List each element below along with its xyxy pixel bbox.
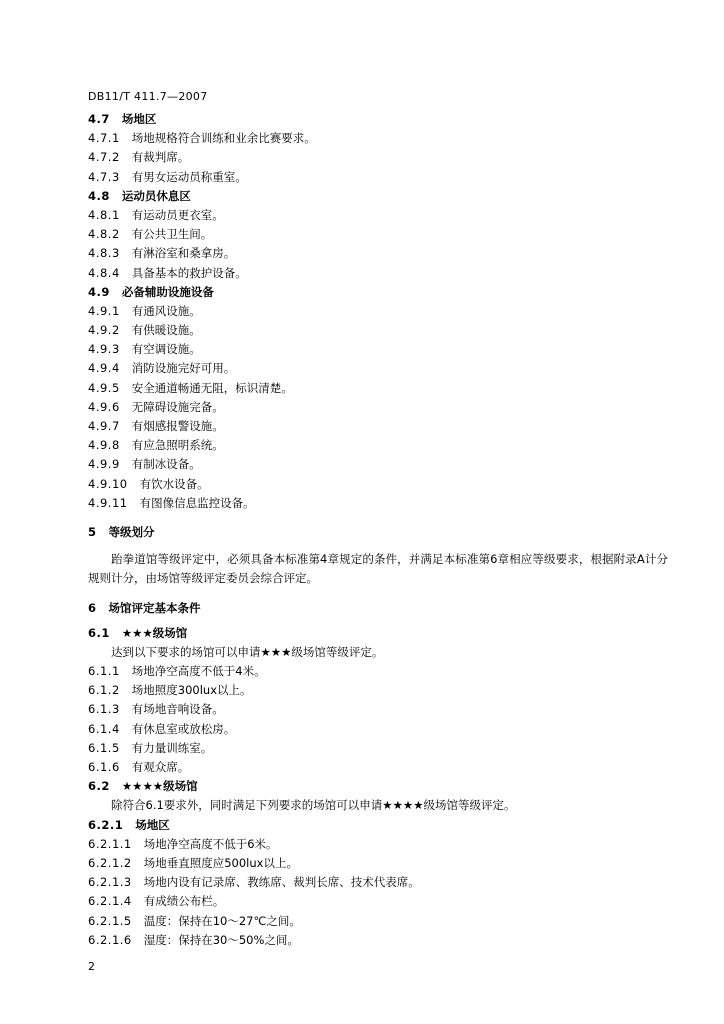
clause-text: 有公共卫生间。: [131, 227, 213, 242]
clause-text: 有运动员更衣室。: [131, 207, 224, 222]
clause-line: [88, 796, 668, 815]
clause-text: 安全通道畅通无阻，标识清楚。: [131, 380, 293, 395]
clause-line: [88, 816, 668, 835]
clause-text: 消防设施完好可用。: [131, 361, 236, 376]
clause-line: [88, 643, 668, 662]
document-body: [88, 110, 668, 950]
clause-number: 4.9.2: [88, 323, 120, 338]
section-5-heading: 5 等级划分: [88, 524, 155, 539]
clause-number: 4.9: [88, 284, 110, 299]
clause-text: 运动员休息区: [121, 188, 191, 203]
clause-number: 4.9.4: [88, 361, 120, 376]
clause-text: 湿度：保持在30～50%之间。: [143, 932, 299, 947]
clause-text: 有饮水设备。: [139, 476, 209, 491]
clause-text: 有应急照明系统。: [131, 438, 224, 453]
clause-number: 6.2.1.4: [88, 894, 132, 909]
section-6-heading: 6 场馆评定基本条件: [88, 600, 201, 615]
clause-text: 无障碍设施完备。: [131, 399, 224, 414]
clause-line: [88, 739, 668, 758]
clause-text: 有力量训练室。: [131, 740, 213, 755]
clause-line: [88, 283, 668, 302]
clause-text: 有观众席。: [131, 760, 190, 775]
clause-line: [88, 148, 668, 167]
clause-line: [88, 777, 668, 796]
clause-line: [88, 624, 668, 643]
clause-number: 4.8: [88, 188, 110, 203]
clause-line: [88, 244, 668, 263]
clause-list-4: [88, 110, 668, 513]
clause-number: 6.1: [88, 625, 110, 640]
page-number: 2: [88, 960, 95, 973]
clause-text: 温度：保持在10～27℃之间。: [143, 913, 301, 928]
clause-line: [88, 494, 668, 513]
clause-number: 4.9.9: [88, 457, 120, 472]
clause-line: [88, 187, 668, 206]
clause-number: 6.1.6: [88, 760, 120, 775]
clause-line: [88, 168, 668, 187]
clause-text: 场地内设有记录席、教练席、裁判长席、技术代表席。: [143, 875, 420, 890]
clause-text: 场地净空高度不低于6米。: [143, 836, 278, 851]
clause-line: [88, 835, 668, 854]
clause-line: [88, 129, 668, 148]
clause-text: 有休息室或放松房。: [131, 721, 236, 736]
clause-text: 场地区: [121, 112, 157, 126]
clause-line: [88, 475, 668, 494]
clause-text: ★★★★级场馆: [121, 779, 198, 794]
clause-line: [88, 873, 668, 892]
clause-number: 6.2.1.2: [88, 855, 132, 870]
clause-line: [88, 892, 668, 911]
clause-line: [88, 662, 668, 681]
clause-number: 6.1.4: [88, 721, 120, 736]
clause-number: 4.9.1: [88, 303, 120, 318]
clause-text: 场地净空高度不低于4米。: [131, 664, 266, 679]
clause-text: 除符合6.1要求外，同时满足下列要求的场馆可以申请★★★★级场馆等级评定。: [111, 798, 516, 813]
clause-number: 6.1.2: [88, 683, 120, 698]
clause-number: 6.1.3: [88, 702, 120, 717]
clause-text: 有男女运动员称重室。: [131, 169, 247, 184]
clause-number: 4.7: [88, 112, 110, 126]
clause-line: [88, 720, 668, 739]
clause-number: 6.2.1.6: [88, 932, 132, 947]
clause-number: 6.2: [88, 779, 110, 794]
clause-text: 场地垂直照度应500lux以上。: [143, 855, 298, 870]
clause-number: 4.7.3: [88, 169, 120, 184]
clause-number: 4.7.1: [88, 131, 120, 146]
clause-line: [88, 264, 668, 283]
clause-text: 有成绩公布栏。: [143, 894, 225, 909]
clause-number: 4.8.4: [88, 265, 120, 280]
clause-number: 4.8.2: [88, 227, 120, 242]
clause-number: 4.8.3: [88, 246, 120, 261]
clause-line: [88, 417, 668, 436]
section-5-paragraph: 跆拳道馆等级评定中，必须具备本标准第4章规定的条件，并满足本标准第6章相应等级要求，根据附录A计分规则计分，由场馆等级评定委员会综合评定。: [88, 552, 668, 586]
clause-line: [88, 321, 668, 340]
clause-line: [88, 931, 668, 950]
clause-line: [88, 912, 668, 931]
clause-line: [88, 854, 668, 873]
clause-text: 场地区: [135, 817, 170, 832]
clause-line: [88, 455, 668, 474]
clause-number: 6.2.1.3: [88, 875, 132, 890]
clause-text: 必备辅助设施设备: [121, 284, 214, 299]
clause-number: 4.7.2: [88, 150, 120, 165]
clause-line: [88, 379, 668, 398]
clause-text: 有淋浴室和桑拿房。: [131, 246, 236, 261]
clause-list-6: [88, 624, 668, 950]
document-header: DB11/T 411.7—2007: [88, 90, 208, 103]
clause-number: 6.1.5: [88, 740, 120, 755]
clause-number: 4.9.6: [88, 399, 120, 414]
clause-text: 有制冰设备。: [131, 457, 201, 472]
clause-text: 具备基本的救护设备。: [131, 265, 247, 280]
clause-text: 场地规格符合训练和业余比赛要求。: [131, 131, 316, 146]
clause-text: 有烟感报警设施。: [131, 419, 224, 433]
clause-line: [88, 398, 668, 417]
clause-number: 4.9.11: [88, 495, 128, 510]
clause-line: [88, 681, 668, 700]
clause-line: [88, 110, 668, 129]
clause-line: [88, 436, 668, 455]
clause-line: [88, 206, 668, 225]
clause-line: [88, 302, 668, 321]
clause-line: [88, 758, 668, 777]
clause-text: 达到以下要求的场馆可以申请★★★级场馆等级评定。: [111, 644, 384, 659]
clause-number: 4.9.3: [88, 342, 120, 357]
clause-text: 有图像信息监控设备。: [139, 495, 255, 510]
clause-line: [88, 700, 668, 719]
clause-text: 有裁判席。: [131, 150, 190, 165]
clause-number: 4.9.5: [88, 380, 120, 395]
clause-number: 6.2.1.1: [88, 836, 132, 851]
clause-line: [88, 359, 668, 378]
clause-number: 6.2.1.5: [88, 913, 132, 928]
clause-number: 4.9.8: [88, 438, 120, 453]
clause-number: 4.8.1: [88, 207, 120, 222]
clause-line: [88, 225, 668, 244]
clause-number: 6.1.1: [88, 664, 120, 679]
clause-number: 4.9.7: [88, 419, 120, 433]
clause-text: 有场地音响设备。: [131, 702, 224, 717]
clause-text: 场地照度300lux以上。: [131, 683, 252, 698]
clause-number: 4.9.10: [88, 476, 128, 491]
clause-text: 有通风设施。: [131, 303, 201, 318]
clause-text: 有供暖设施。: [131, 323, 201, 338]
clause-number: 6.2.1: [88, 817, 124, 832]
clause-text: 有空调设施。: [131, 342, 201, 357]
clause-text: ★★★级场馆: [121, 625, 188, 640]
clause-line: [88, 340, 668, 359]
